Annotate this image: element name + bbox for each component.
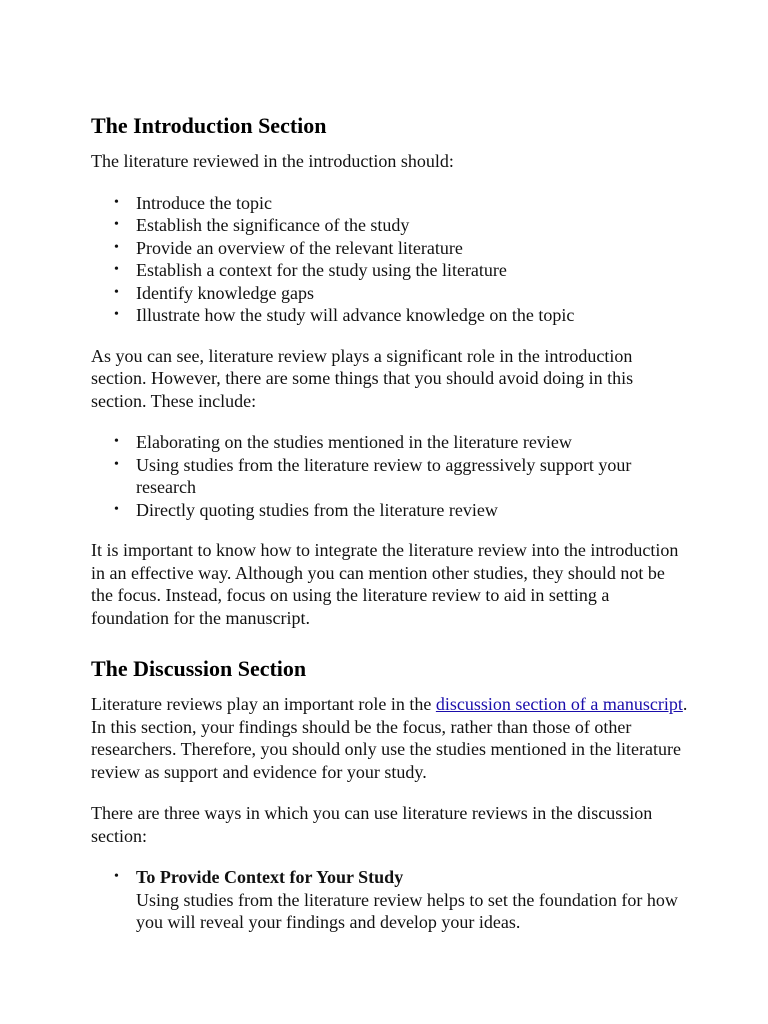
intro-heading: The Introduction Section [91, 113, 327, 138]
discussion-text-after: . In this section, your findings should be the focus, rather than those of other researchers. Therefore, you should only use the studies mentioned in the literature review as support and evidence for your study. [91, 694, 688, 782]
ways-list [91, 866, 691, 934]
list-item [136, 866, 691, 934]
discussion-section-link[interactable]: discussion section of a manuscript [435, 694, 683, 714]
discussion-paragraph-2: There are three ways in which you can use literature reviews in the discussion section: [91, 803, 653, 846]
discussion-paragraph-1 [91, 693, 691, 783]
discussion-heading: The Discussion Section [91, 656, 307, 681]
list-item: • Establish the significance of the study [136, 214, 691, 237]
list-item: • Elaborating on the studies mentioned in the literature review [136, 431, 691, 454]
way-title: • To Provide Context for Your Study [136, 867, 404, 887]
list-item: • Identify knowledge gaps [136, 282, 691, 305]
list-item: • Illustrate how the study will advance knowledge on the topic [136, 304, 691, 327]
intro-paragraph-3: It is important to know how to integrate the literature review into the introduction in an effective way. Although you can mention other studies, they should not be the focus. Instead, focus on using the literature review to aid in setting a foundation for the manuscript. [91, 540, 679, 628]
list-item: • Introduce the topic [136, 192, 691, 215]
list-item: • Directly quoting studies from the literature review [136, 499, 691, 522]
list-item: • Provide an overview of the relevant literature [136, 237, 691, 260]
document-page [91, 112, 691, 952]
discussion-text-before: Literature reviews play an important role in the [91, 694, 436, 714]
avoid-list [91, 431, 691, 521]
intro-lead: The literature reviewed in the introduction should: [91, 151, 454, 171]
intro-paragraph-2: As you can see, literature review plays a significant role in the introduction section. However, there are some things that you should avoid doing in this section. These include: [91, 345, 634, 411]
way-body: Using studies from the literature review helps to set the foundation for how you will reveal your findings and develop your ideas. [136, 889, 678, 932]
list-item: • Using studies from the literature review to aggressively support your research [136, 454, 691, 499]
intro-list [91, 192, 691, 327]
list-item: • Establish a context for the study using the literature [136, 259, 691, 282]
